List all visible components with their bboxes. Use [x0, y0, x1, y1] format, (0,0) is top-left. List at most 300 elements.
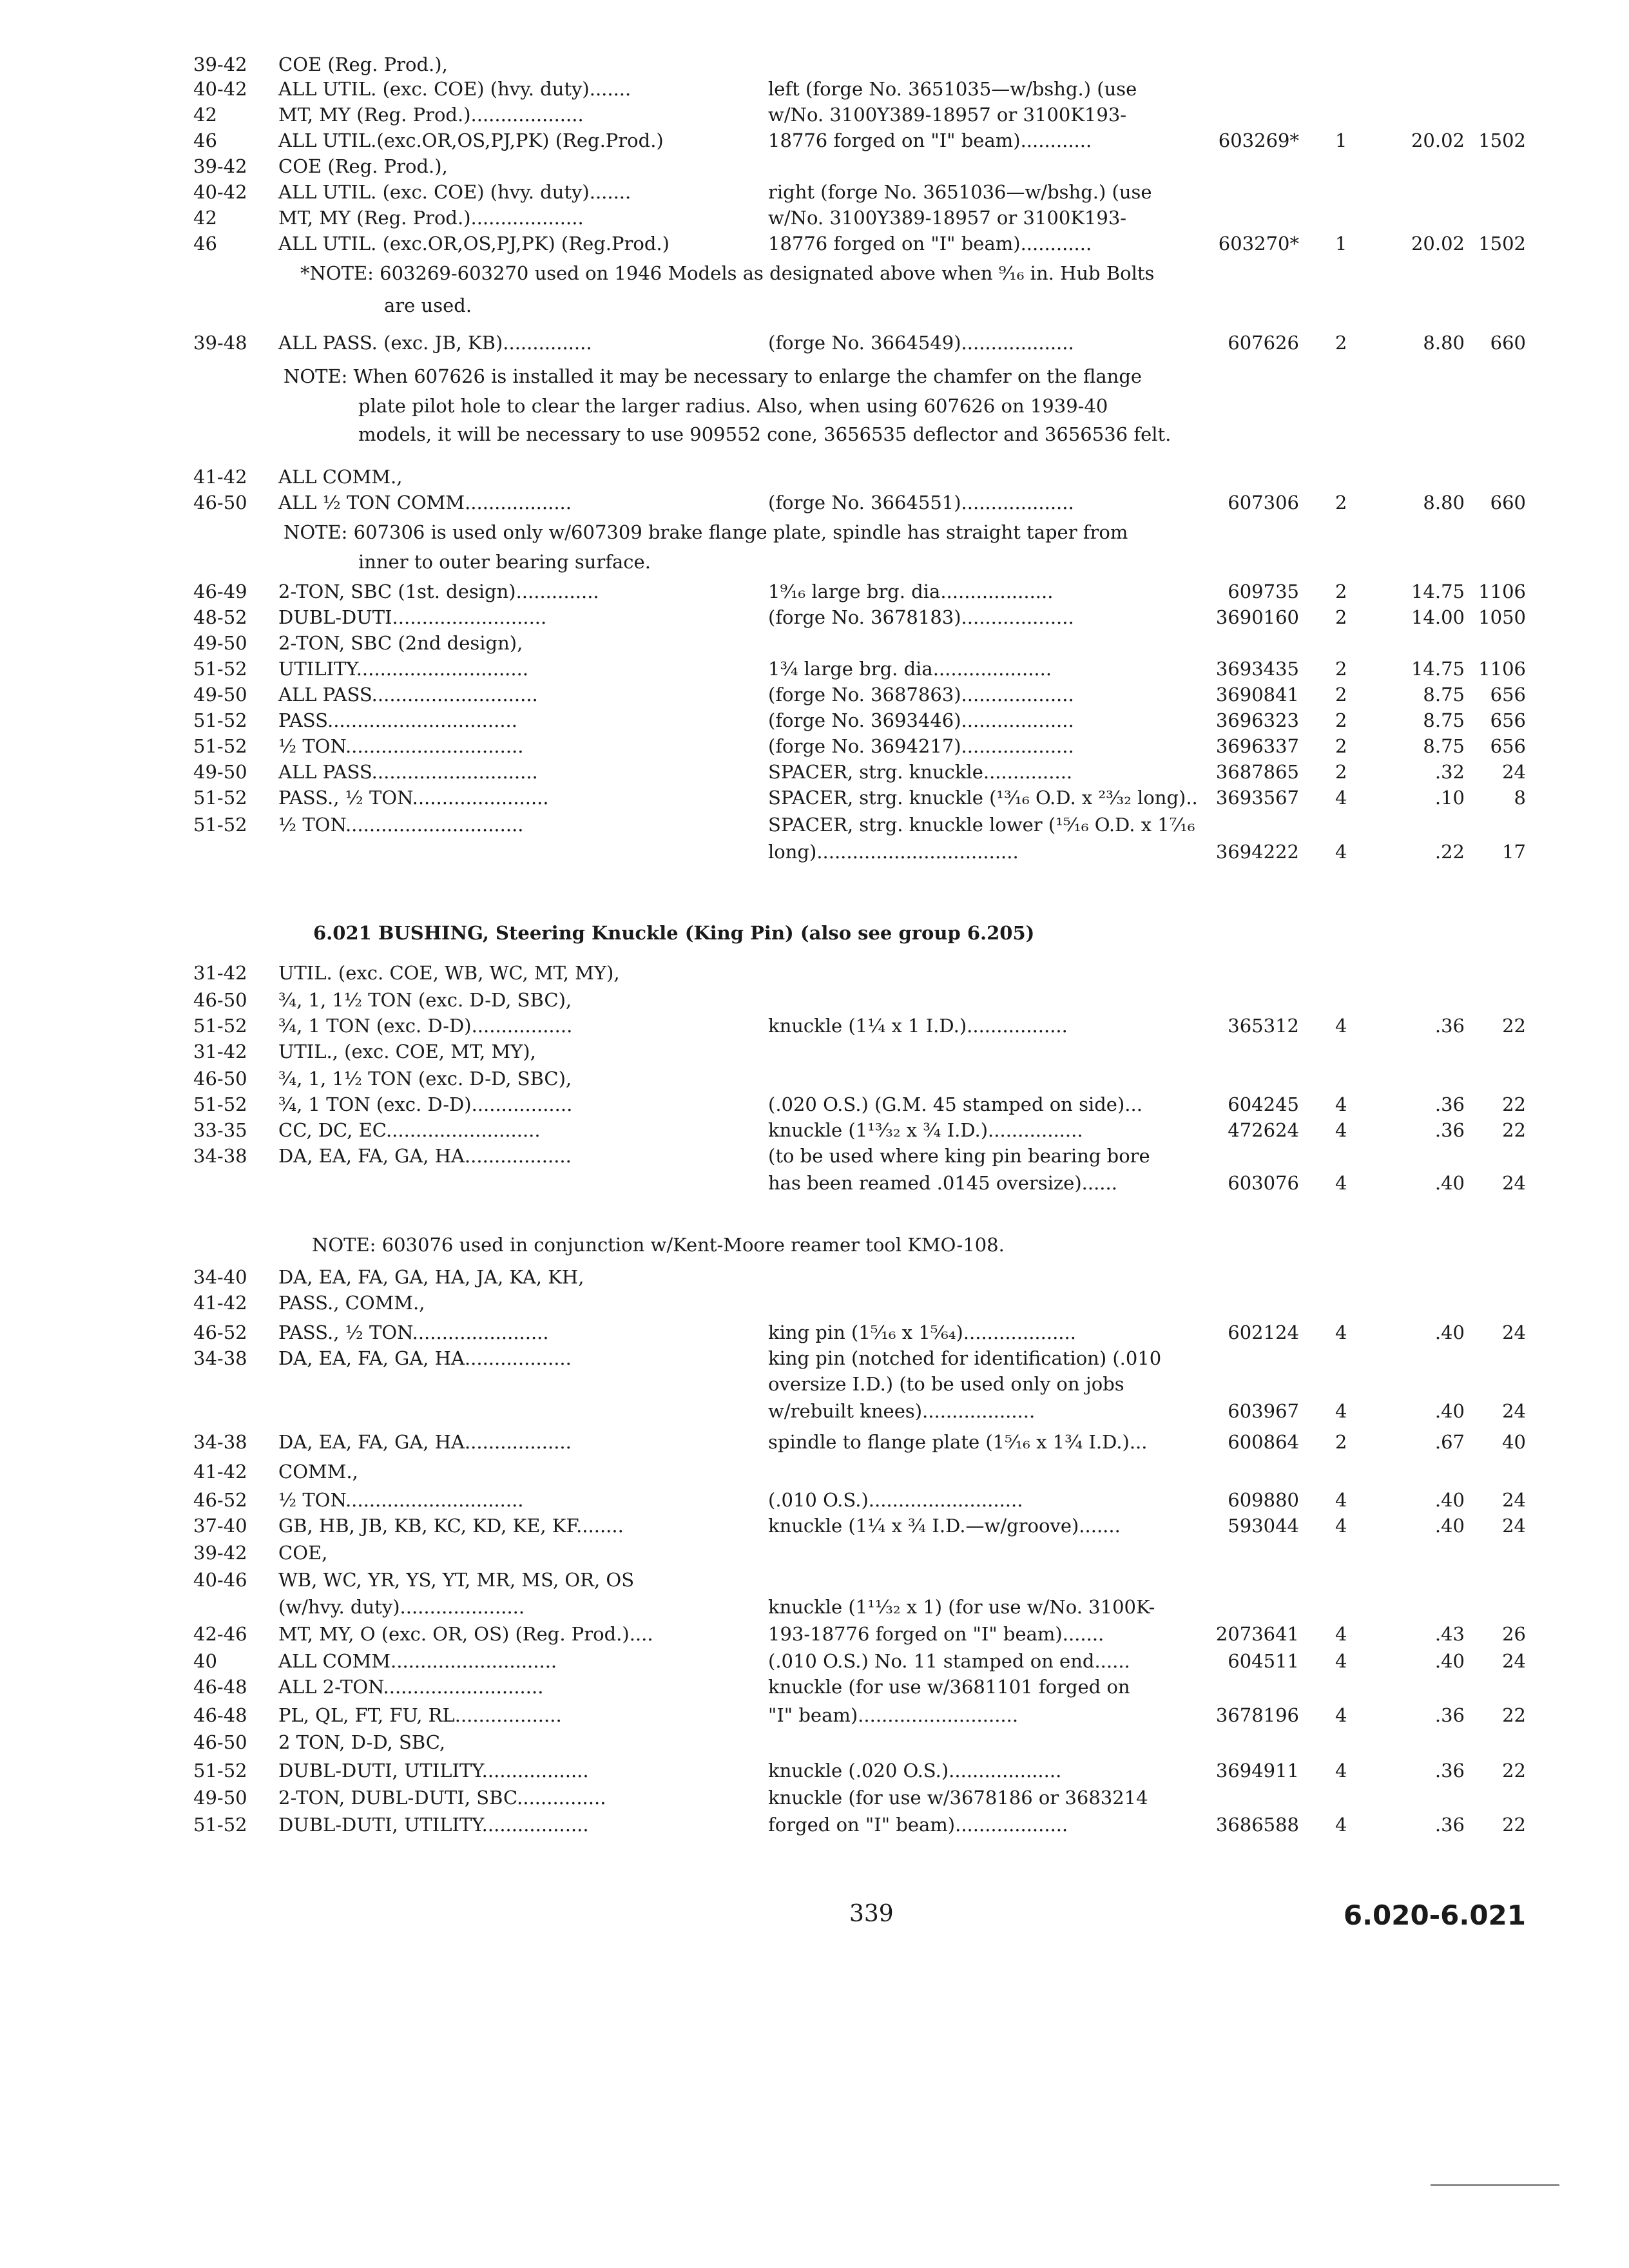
cell-model: ALL COMM.,	[278, 466, 403, 488]
table-row	[0, 1457, 1629, 1486]
cell-year: 49-50	[193, 761, 247, 783]
cell-quantity: 1	[1335, 130, 1347, 151]
table-row	[0, 1012, 1629, 1040]
cell-part-number: 3678196	[1215, 1704, 1299, 1726]
cell-model: MT, MY (Reg. Prod.)...................	[278, 104, 584, 126]
cell-weight: 1050	[1478, 606, 1526, 628]
cell-description: (forge No. 3694217)...................	[768, 735, 1074, 757]
cell-model: UTILITY.............................	[278, 658, 529, 680]
cell-year: 46-50	[193, 989, 247, 1011]
cell-description: (to be used where king pin bearing bore	[768, 1145, 1150, 1167]
cell-model: ½ TON..............................	[278, 735, 524, 757]
cell-description: (.020 O.S.) (G.M. 45 stamped on side)...	[768, 1093, 1142, 1115]
cell-year: 40	[193, 1650, 217, 1672]
cell-part-number: 3694911	[1215, 1760, 1299, 1782]
cell-quantity: 4	[1335, 1172, 1347, 1194]
cell-model: 2-TON, SBC (1st. design)..............	[278, 581, 599, 602]
cell-weight: 40	[1502, 1431, 1526, 1453]
cell-weight: 660	[1490, 492, 1526, 514]
table-row	[0, 959, 1629, 987]
table-row	[0, 1344, 1629, 1372]
cell-model: DA, EA, FA, GA, HA..................	[278, 1145, 572, 1167]
cell-description: "I" beam)...........................	[768, 1704, 1019, 1726]
cell-weight: 1502	[1478, 130, 1526, 151]
cell-model: ALL UTIL.(exc.OR,OS,PJ,PK) (Reg.Prod.)	[278, 130, 664, 151]
note-603076: NOTE: 603076 used in conjunction w/Kent-Moore reamer tool KMO-108.	[312, 1234, 1005, 1256]
cell-quantity: 2	[1335, 684, 1347, 706]
cell-description: forged on "I" beam)...................	[768, 1814, 1068, 1836]
cell-model: 2-TON, DUBL-DUTI, SBC...............	[278, 1787, 606, 1809]
cell-description: 193-18776 forged on "I" beam).......	[768, 1623, 1104, 1645]
cell-year: 42	[193, 207, 217, 229]
cell-price: .10	[1434, 787, 1465, 809]
table-row	[0, 1263, 1629, 1291]
cell-model: ALL UTIL. (exc.OR,OS,PJ,PK) (Reg.Prod.)	[278, 233, 670, 255]
cell-price: 14.75	[1411, 658, 1465, 680]
cell-quantity: 4	[1335, 787, 1347, 809]
cell-price: 8.75	[1423, 709, 1465, 731]
cell-price: .36	[1434, 1015, 1465, 1037]
table-row	[0, 1673, 1629, 1701]
cell-model: DUBL-DUTI, UTILITY..................	[278, 1814, 589, 1836]
cell-model: ¾, 1 TON (exc. D-D).................	[278, 1093, 573, 1115]
table-row	[0, 1428, 1629, 1456]
cell-weight: 22	[1502, 1093, 1526, 1115]
cell-price: .40	[1434, 1650, 1465, 1672]
cell-price: .36	[1434, 1093, 1465, 1115]
cell-year: 46-50	[193, 1731, 247, 1753]
cell-weight: 24	[1502, 1172, 1526, 1194]
cell-part-number: 607306	[1228, 492, 1299, 514]
cell-quantity: 2	[1335, 761, 1347, 783]
cell-year: 51-52	[193, 787, 247, 809]
cell-weight: 24	[1502, 1515, 1526, 1537]
table-row	[0, 1397, 1629, 1425]
cell-quantity: 4	[1335, 841, 1347, 863]
cell-price: .36	[1434, 1119, 1465, 1141]
cell-price: .40	[1434, 1515, 1465, 1537]
cell-model: PASS................................	[278, 709, 517, 731]
cell-description: w/No. 3100Y389-18957 or 3100K193-	[768, 104, 1127, 126]
cell-quantity: 4	[1335, 1760, 1347, 1782]
table-row	[0, 1169, 1629, 1197]
note-607626: NOTE: When 607626 is installed it may be necessary to enlarge the chamfer on the flange	[284, 365, 1142, 387]
cell-year: 41-42	[193, 1292, 247, 1314]
cell-year: 51-52	[193, 658, 247, 680]
cell-quantity: 4	[1335, 1814, 1347, 1836]
cell-model: UTIL., (exc. COE, MT, MY),	[278, 1041, 536, 1062]
table-row	[0, 75, 1629, 103]
table-row	[0, 1370, 1629, 1398]
cell-year: 40-42	[193, 78, 247, 100]
cell-year: 46-50	[193, 492, 247, 514]
cell-price: 14.00	[1411, 606, 1465, 628]
cell-part-number: 472624	[1228, 1119, 1299, 1141]
cell-description: knuckle (for use w/3678186 or 3683214	[768, 1787, 1148, 1809]
cell-part-number: 603270*	[1218, 233, 1299, 255]
cell-model: COE,	[278, 1542, 328, 1564]
cell-part-number: 603967	[1228, 1400, 1299, 1422]
cell-description: knuckle (1¼ x 1 I.D.).................	[768, 1015, 1068, 1037]
cell-description: SPACER, strg. knuckle...............	[768, 761, 1073, 783]
cell-year: 42	[193, 104, 217, 126]
cell-description: (forge No. 3693446)...................	[768, 709, 1074, 731]
cell-model: ALL PASS............................	[278, 761, 538, 783]
table-row	[0, 1512, 1629, 1540]
cell-description: spindle to flange plate (1⁵⁄₁₆ x 1¾ I.D.)...	[768, 1431, 1148, 1453]
table-row	[0, 1289, 1629, 1317]
cell-year: 48-52	[193, 606, 247, 628]
cell-part-number: 3690160	[1215, 606, 1299, 628]
cell-price: .40	[1434, 1400, 1465, 1422]
cell-weight: 22	[1502, 1760, 1526, 1782]
cell-quantity: 2	[1335, 581, 1347, 602]
cell-part-number: 604511	[1228, 1650, 1299, 1672]
cell-quantity: 2	[1335, 606, 1347, 628]
table-row	[0, 329, 1629, 357]
table-row	[0, 152, 1629, 180]
note-hub-bolts: *NOTE: 603269-603270 used on 1946 Models as designated above when ⁹⁄₁₆ in. Hub Bolts	[300, 262, 1155, 284]
cell-price: .22	[1434, 841, 1465, 863]
table-row	[0, 1037, 1629, 1066]
cell-quantity: 4	[1335, 1650, 1347, 1672]
cell-description: (forge No. 3678183)...................	[768, 606, 1074, 628]
cell-model: COMM.,	[278, 1461, 358, 1483]
cell-model: ¾, 1, 1½ TON (exc. D-D, SBC),	[278, 1068, 572, 1090]
cell-part-number: 3690841	[1215, 684, 1299, 706]
cell-model: UTIL. (exc. COE, WB, WC, MT, MY),	[278, 962, 620, 984]
cell-part-number: 3696323	[1215, 709, 1299, 731]
cell-model: ALL UTIL. (exc. COE) (hvy. duty).......	[278, 78, 631, 100]
table-row	[0, 811, 1629, 839]
cell-year: 46-52	[193, 1489, 247, 1511]
cell-year: 46-48	[193, 1704, 247, 1726]
note-hub-bolts-cont: are used.	[384, 294, 472, 316]
cell-model: ALL PASS. (exc. JB, KB)...............	[278, 332, 592, 354]
cell-year: 51-52	[193, 1015, 247, 1037]
table-row	[0, 1728, 1629, 1756]
cell-model: ALL UTIL. (exc. COE) (hvy. duty).......	[278, 181, 631, 203]
table-row	[0, 101, 1629, 129]
cell-weight: 1502	[1478, 233, 1526, 255]
cell-model: ALL PASS............................	[278, 684, 538, 706]
cell-part-number: 604245	[1228, 1093, 1299, 1115]
cell-weight: 26	[1502, 1623, 1526, 1645]
cell-quantity: 4	[1335, 1400, 1347, 1422]
cell-weight: 22	[1502, 1704, 1526, 1726]
cell-year: 51-52	[193, 709, 247, 731]
cell-price: 20.02	[1411, 130, 1465, 151]
cell-model: DA, EA, FA, GA, HA..................	[278, 1347, 572, 1369]
cell-model: (w/hvy. duty).....................	[278, 1596, 525, 1618]
cell-quantity: 2	[1335, 1431, 1347, 1453]
cell-year: 33-35	[193, 1119, 247, 1141]
cell-year: 46-52	[193, 1321, 247, 1343]
cell-description: w/rebuilt knees)...................	[768, 1400, 1036, 1422]
cell-price: .36	[1434, 1814, 1465, 1836]
cell-description: long)..................................	[768, 841, 1019, 863]
table-row	[0, 1756, 1629, 1785]
cell-description: 18776 forged on "I" beam)............	[768, 233, 1092, 255]
cell-description: king pin (notched for identification) (.010	[768, 1347, 1162, 1369]
cell-model: 2-TON, SBC (2nd design),	[278, 632, 523, 654]
table-row	[0, 732, 1629, 760]
cell-quantity: 2	[1335, 735, 1347, 757]
note-607626-cont2: models, it will be necessary to use 909552 cone, 3656535 deflector and 3656536 felt.	[358, 423, 1171, 445]
cell-quantity: 4	[1335, 1623, 1347, 1645]
cell-model: ¾, 1 TON (exc. D-D).................	[278, 1015, 573, 1037]
cell-year: 31-42	[193, 1041, 247, 1062]
cell-description: left (forge No. 3651035—w/bshg.) (use	[768, 78, 1137, 100]
cell-price: .40	[1434, 1172, 1465, 1194]
cell-description: knuckle (1¼ x ¾ I.D.—w/groove).......	[768, 1515, 1121, 1537]
cell-weight: 24	[1502, 761, 1526, 783]
cell-description: knuckle (1¹¹⁄₃₂ x 1) (for use w/No. 3100K-	[768, 1596, 1155, 1618]
cell-year: 51-52	[193, 735, 247, 757]
cell-quantity: 1	[1335, 233, 1347, 255]
cell-price: .40	[1434, 1321, 1465, 1343]
table-row	[0, 204, 1629, 232]
cell-description: (.010 O.S.) No. 11 stamped on end......	[768, 1650, 1130, 1672]
cell-quantity: 2	[1335, 492, 1347, 514]
section-number: 6.020-6.021	[1343, 1899, 1526, 1931]
cell-year: 40-42	[193, 181, 247, 203]
table-row	[0, 229, 1629, 258]
cell-quantity: 4	[1335, 1321, 1347, 1343]
cell-weight: 1106	[1478, 581, 1526, 602]
cell-year: 34-38	[193, 1431, 247, 1453]
cell-quantity: 2	[1335, 709, 1347, 731]
cell-weight: 660	[1490, 332, 1526, 354]
cell-description: knuckle (1¹³⁄₃₂ x ¾ I.D.)................	[768, 1119, 1083, 1141]
table-row	[0, 838, 1629, 866]
cell-model: ALL ½ TON COMM..................	[278, 492, 572, 514]
table-row	[0, 603, 1629, 631]
cell-quantity: 4	[1335, 1119, 1347, 1141]
table-row	[0, 706, 1629, 735]
cell-model: GB, HB, JB, KB, KC, KD, KE, KF........	[278, 1515, 624, 1537]
cell-description: (forge No. 3664549)...................	[768, 332, 1074, 354]
cell-year: 51-52	[193, 1093, 247, 1115]
cell-model: DA, EA, FA, GA, HA, JA, KA, KH,	[278, 1266, 584, 1288]
cell-model: ALL 2-TON...........................	[278, 1676, 544, 1698]
cell-part-number: 3693567	[1215, 787, 1299, 809]
cell-price: .43	[1434, 1623, 1465, 1645]
cell-model: DA, EA, FA, GA, HA..................	[278, 1431, 572, 1453]
cell-weight: 24	[1502, 1400, 1526, 1422]
cell-quantity: 4	[1335, 1515, 1347, 1537]
cell-description: knuckle (for use w/3681101 forged on	[768, 1676, 1130, 1698]
cell-price: 8.75	[1423, 684, 1465, 706]
cell-year: 39-42	[193, 53, 247, 75]
cell-part-number: 2073641	[1215, 1623, 1299, 1645]
cell-model: PASS., ½ TON.......................	[278, 1321, 549, 1343]
table-row	[0, 1647, 1629, 1675]
cell-part-number: 593044	[1228, 1515, 1299, 1537]
cell-year: 42-46	[193, 1623, 247, 1645]
note-607306-cont: inner to outer bearing surface.	[358, 551, 651, 573]
cell-year: 51-52	[193, 1760, 247, 1782]
cell-year: 41-42	[193, 1461, 247, 1483]
table-row	[0, 1701, 1629, 1729]
cell-model: ½ TON..............................	[278, 1489, 524, 1511]
cell-description: SPACER, strg. knuckle lower (¹⁵⁄₁₆ O.D. x 1⁷⁄₁₆	[768, 814, 1195, 836]
cell-quantity: 4	[1335, 1489, 1347, 1511]
table-row	[0, 1116, 1629, 1144]
cell-price: 20.02	[1411, 233, 1465, 255]
table-row	[0, 1620, 1629, 1648]
cell-model: COE (Reg. Prod.),	[278, 155, 448, 177]
table-row	[0, 1318, 1629, 1347]
cell-quantity: 4	[1335, 1704, 1347, 1726]
cell-price: .67	[1434, 1431, 1465, 1453]
table-row	[0, 488, 1629, 517]
note-607306: NOTE: 607306 is used only w/607309 brake flange plate, spindle has straight taper from	[284, 521, 1128, 543]
cell-description: king pin (1⁵⁄₁₆ x 1⁵⁄₆₄)...................	[768, 1321, 1076, 1343]
cell-year: 34-40	[193, 1266, 247, 1288]
table-row	[0, 1783, 1629, 1812]
cell-part-number: 365312	[1228, 1015, 1299, 1037]
cell-part-number: 609880	[1228, 1489, 1299, 1511]
cell-price: 8.75	[1423, 735, 1465, 757]
cell-quantity: 4	[1335, 1093, 1347, 1115]
cell-quantity: 4	[1335, 1015, 1347, 1037]
note-607626-cont1: plate pilot hole to clear the larger radius. Also, when using 607626 on 1939-40	[358, 395, 1108, 417]
cell-part-number: 3694222	[1215, 841, 1299, 863]
cell-year: 37-40	[193, 1515, 247, 1537]
cell-description: oversize I.D.) (to be used only on jobs	[768, 1373, 1124, 1395]
cell-model: DUBL-DUTI, UTILITY..................	[278, 1760, 589, 1782]
cell-year: 31-42	[193, 962, 247, 984]
cell-year: 41-42	[193, 466, 247, 488]
cell-part-number: 600864	[1228, 1431, 1299, 1453]
cell-description: knuckle (.020 O.S.)...................	[768, 1760, 1062, 1782]
table-row	[0, 126, 1629, 155]
cell-year: 46-50	[193, 1068, 247, 1090]
cell-year: 51-52	[193, 1814, 247, 1836]
cell-description: 1¾ large brg. dia....................	[768, 658, 1052, 680]
table-row	[0, 680, 1629, 709]
cell-price: .36	[1434, 1760, 1465, 1782]
table-row	[0, 1142, 1629, 1170]
cell-description: right (forge No. 3651036—w/bshg.) (use	[768, 181, 1152, 203]
cell-model: PASS., COMM.,	[278, 1292, 425, 1314]
cell-year: 34-38	[193, 1145, 247, 1167]
table-row	[0, 783, 1629, 812]
cell-quantity: 2	[1335, 658, 1347, 680]
table-row	[0, 1486, 1629, 1514]
cell-weight: 656	[1490, 709, 1526, 731]
cell-part-number: 609735	[1228, 581, 1299, 602]
cell-description: has been reamed .0145 oversize)......	[768, 1172, 1117, 1194]
table-row	[0, 463, 1629, 491]
table-row	[0, 1566, 1629, 1594]
cell-description: 1⁹⁄₁₆ large brg. dia...................	[768, 581, 1054, 602]
cell-weight: 24	[1502, 1321, 1526, 1343]
cell-year: 40-46	[193, 1569, 247, 1591]
cell-weight: 8	[1514, 787, 1526, 809]
table-row	[0, 178, 1629, 206]
cell-part-number: 607626	[1228, 332, 1299, 354]
cell-model: COE (Reg. Prod.),	[278, 53, 448, 75]
table-row	[0, 1811, 1629, 1839]
cell-model: MT, MY, O (exc. OR, OS) (Reg. Prod.)....	[278, 1623, 653, 1645]
cell-description: (forge No. 3687863)...................	[768, 684, 1074, 706]
cell-model: DUBL-DUTI..........................	[278, 606, 547, 628]
cell-model: ¾, 1, 1½ TON (exc. D-D, SBC),	[278, 989, 572, 1011]
table-row	[0, 1064, 1629, 1093]
cell-weight: 24	[1502, 1489, 1526, 1511]
cell-year: 46	[193, 130, 217, 151]
cell-price: 14.75	[1411, 581, 1465, 602]
cell-model: PASS., ½ TON.......................	[278, 787, 549, 809]
section-heading: 6.021 BUSHING, Steering Knuckle (King Pin) (also see group 6.205)	[313, 922, 1035, 944]
cell-year: 34-38	[193, 1347, 247, 1369]
cell-part-number: 603269*	[1218, 130, 1299, 151]
table-row	[0, 629, 1629, 657]
cell-model: PL, QL, FT, FU, RL..................	[278, 1704, 562, 1726]
scan-mark	[1431, 2184, 1559, 2186]
cell-part-number: 3696337	[1215, 735, 1299, 757]
cell-model: ½ TON..............................	[278, 814, 524, 836]
cell-price: 8.80	[1423, 332, 1465, 354]
cell-year: 39-42	[193, 1542, 247, 1564]
cell-price: .32	[1434, 761, 1465, 783]
cell-price: .40	[1434, 1489, 1465, 1511]
cell-description: w/No. 3100Y389-18957 or 3100K193-	[768, 207, 1127, 229]
table-row	[0, 1090, 1629, 1119]
cell-price: .36	[1434, 1704, 1465, 1726]
cell-year: 49-50	[193, 684, 247, 706]
cell-year: 39-42	[193, 155, 247, 177]
table-row	[0, 758, 1629, 786]
cell-model: 2 TON, D-D, SBC,	[278, 1731, 446, 1753]
cell-weight: 22	[1502, 1015, 1526, 1037]
cell-weight: 22	[1502, 1814, 1526, 1836]
cell-year: 49-50	[193, 632, 247, 654]
cell-price: 8.80	[1423, 492, 1465, 514]
table-row	[0, 655, 1629, 683]
cell-year: 39-48	[193, 332, 247, 354]
cell-year: 51-52	[193, 814, 247, 836]
cell-weight: 24	[1502, 1650, 1526, 1672]
table-row	[0, 577, 1629, 606]
cell-model: MT, MY (Reg. Prod.)...................	[278, 207, 584, 229]
cell-description: 18776 forged on "I" beam)............	[768, 130, 1092, 151]
cell-description: SPACER, strg. knuckle (¹³⁄₁₆ O.D. x ²³⁄₃₂ long)..	[768, 787, 1198, 809]
cell-part-number: 3687865	[1215, 761, 1299, 783]
table-row	[0, 1539, 1629, 1567]
cell-weight: 22	[1502, 1119, 1526, 1141]
table-row	[0, 1593, 1629, 1621]
cell-year: 49-50	[193, 1787, 247, 1809]
table-row	[0, 986, 1629, 1014]
cell-part-number: 603076	[1228, 1172, 1299, 1194]
cell-weight: 656	[1490, 684, 1526, 706]
cell-year: 46-49	[193, 581, 247, 602]
cell-weight: 1106	[1478, 658, 1526, 680]
cell-description: (forge No. 3664551)...................	[768, 492, 1074, 514]
cell-part-number: 3686588	[1215, 1814, 1299, 1836]
cell-weight: 656	[1490, 735, 1526, 757]
cell-description: (.010 O.S.)..........................	[768, 1489, 1023, 1511]
cell-quantity: 2	[1335, 332, 1347, 354]
cell-model: WB, WC, YR, YS, YT, MR, MS, OR, OS	[278, 1569, 635, 1591]
cell-year: 46	[193, 233, 217, 255]
cell-weight: 17	[1502, 841, 1526, 863]
cell-model: ALL COMM............................	[278, 1650, 557, 1672]
cell-part-number: 3693435	[1215, 658, 1299, 680]
